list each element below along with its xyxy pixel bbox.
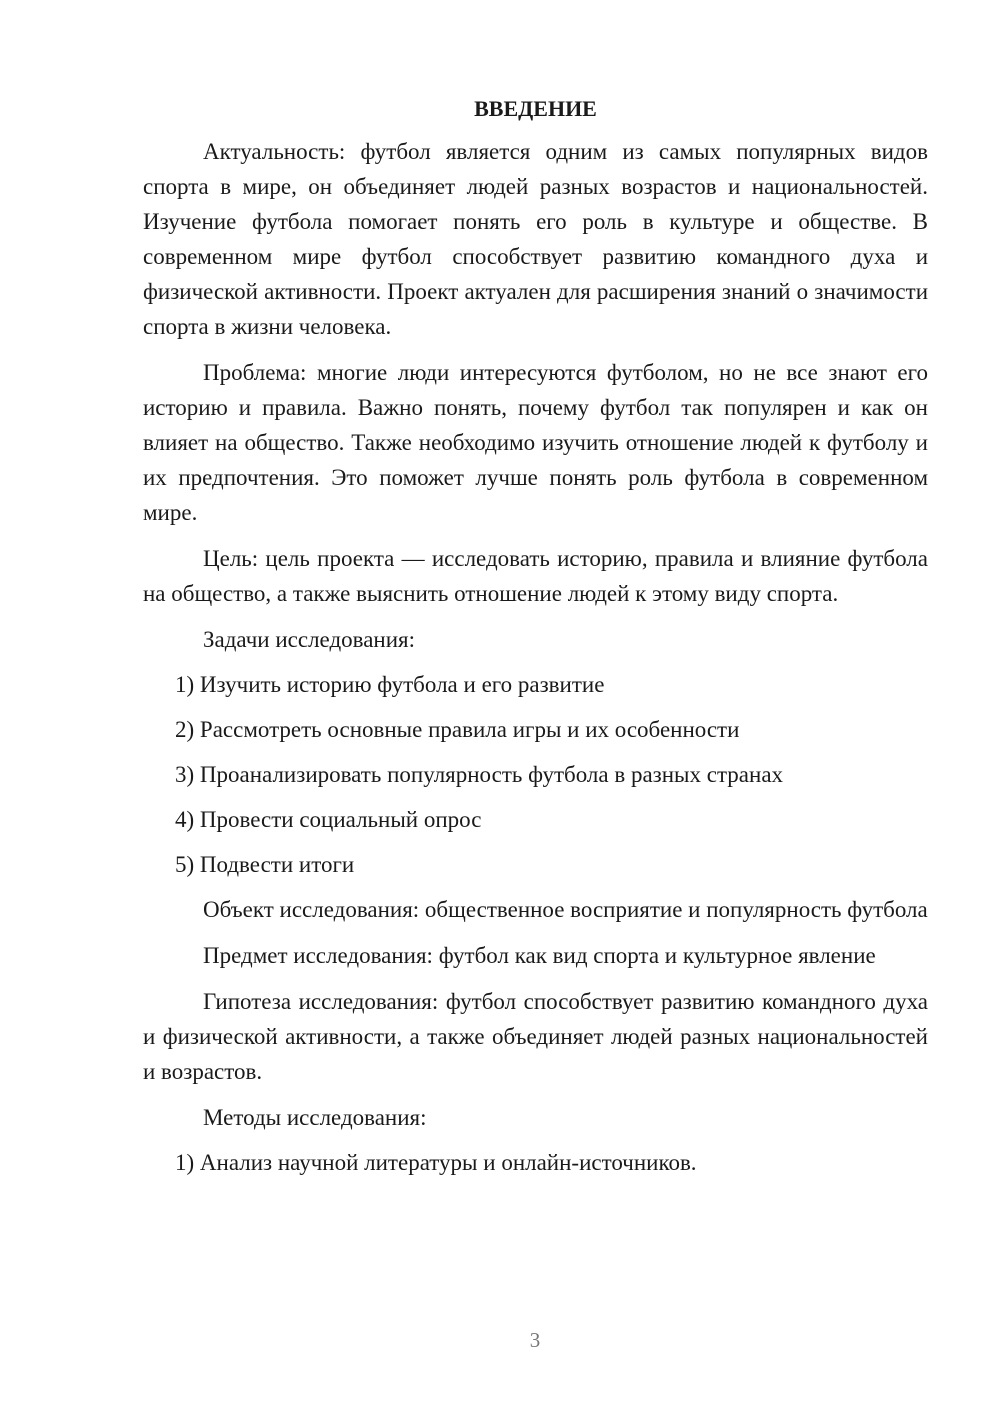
tasks-list	[143, 667, 928, 882]
list-item: 5) Подвести итоги	[175, 852, 355, 877]
list-item: 4) Провести социальный опрос	[175, 807, 482, 832]
methods-list	[143, 1145, 928, 1180]
list-item: 1) Изучить историю футбола и его развитие	[175, 672, 605, 697]
problem-paragraph: Проблема: многие люди интересуются футболом, но не все знают его историю и правила. Важно понять, почему футбол так популярен и как он влияет на общество. Также необходимо изучить отношение людей к футболу и их предпочтения. Это поможет лучше понять роль футбола в современном мире.	[143, 360, 928, 525]
page-title: ВВЕДЕНИЕ	[474, 96, 597, 121]
relevance-paragraph: Актуальность: футбол является одним из самых популярных видов спорта в мире, он объединяет людей разных возрастов и национальностей. Изучение футбола помогает понять его роль в культуре и обществе. В современном мире футбол способствует развитию командного духа и физической активности. Проект актуален для расширения знаний о значимости спорта в жизни человека.	[143, 139, 928, 339]
tasks-heading: Задачи исследования:	[203, 627, 416, 652]
page-number: 3	[529, 1328, 541, 1352]
list-item: 2) Рассмотреть основные правила игры и их особенности	[175, 717, 740, 742]
document-page	[143, 90, 928, 1190]
methods-heading: Методы исследования:	[203, 1105, 427, 1130]
subject-paragraph: Предмет исследования: футбол как вид спорта и культурное явление	[203, 943, 876, 968]
hypothesis-paragraph: Гипотеза исследования: футбол способствует развитию командного духа и физической активности, а также объединяет людей разных национальностей и возрастов.	[143, 989, 928, 1084]
object-paragraph: Объект исследования: общественное восприятие и популярность футбола	[203, 897, 928, 922]
list-item: 3) Проанализировать популярность футбола в разных странах	[175, 762, 784, 787]
list-item: 1) Анализ научной литературы и онлайн-источников.	[175, 1150, 697, 1175]
goal-paragraph: Цель: цель проекта — исследовать историю, правила и влияние футбола на общество, а также выяснить отношение людей к этому виду спорта.	[143, 546, 928, 606]
